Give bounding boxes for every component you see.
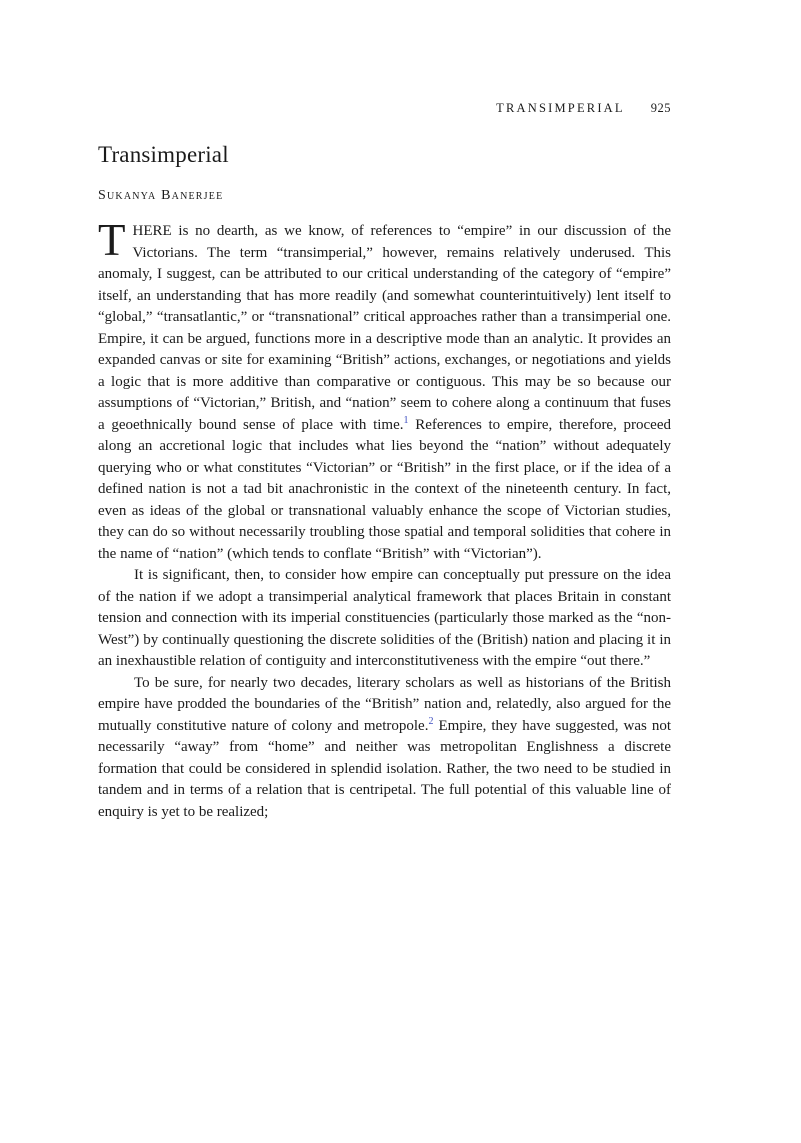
paragraph: It is significant, then, to consider how empire can conceptually put pressure on the idea of the nation if we adopt a transimperial analytical framework that places Britain in constant tension and connection with its imperial constituencies (particularly those marked as the “non-West”) by continually questioning the discrete solidities of the (British) nation and placing it in an inexhaustible relation of contiguity and interconstitutiveness with the empire “out there.” [98,567,671,669]
dropcap: T [98,215,126,265]
text-column [98,0,671,823]
footnote-ref[interactable]: 2 [428,715,434,727]
author-name: Sukanya Banerjee [98,188,224,203]
footnote-ref[interactable]: 1 [403,414,409,426]
article-title: Transimperial [98,142,229,167]
running-head-title: TRANSIMPERIAL [496,101,625,115]
paragraph: THERE is no dearth, as we know, of references to “empire” in our discussion of the Victorians. The term “transimperial,” however, remains relatively underused. This anomaly, I suggest, can be attributed to our critical understanding of the category of “empire” itself, an understanding that has more readily (and somewhat counterintuitively) lent itself to “global,” “transatlantic,” or “transnational” critical approaches rather than a transimperial one. Empire, it can be argued, functions more in a descriptive mode than an analytic. It provides an expanded canvas or site for examining “British” actions, exchanges, or negotiations and yields a logic that is more additive than comparative or contiguous. This may be so because our assumptions of “Victorian,” British, and “nation” seem to cohere along a continuum that fuses a geoethnically bound sense of place with time.$^1$ References to empire, therefore, proceed along an accretional logic that includes what lies beyond the “nation” without adequately querying who or what constitutes “Victorian” or “British” in the first place, or if the idea of a defined nation is not a tad bit anachronistic in the context of the nineteenth century. In fact, even as ideas of the global or transnational valuably enhance the scope of Victorian studies, they can do so without necessarily troubling those spatial and temporal solidities that cohere in the name of “nation” (which tends to conflate “British” with “Victorian”). [98,215,672,562]
article-body [98,215,672,823]
paragraph: To be sure, for nearly two decades, literary scholars as well as historians of the British empire have prodded the boundaries of the “British” nation and, relatedly, also argued for the mutually constitutive nature of colony and metropole.$^2$ Empire, they have suggested, was not necessarily “away” from “home” and neither was metropolitan Englishness a discrete formation that could be considered in splendid isolation. Rather, the two need to be studied in tandem and in terms of a relation that is centripetal. The full potential of this valuable line of enquiry is yet to be realized; [98,674,671,820]
running-head [98,101,671,116]
page-number: 925 [650,101,671,115]
